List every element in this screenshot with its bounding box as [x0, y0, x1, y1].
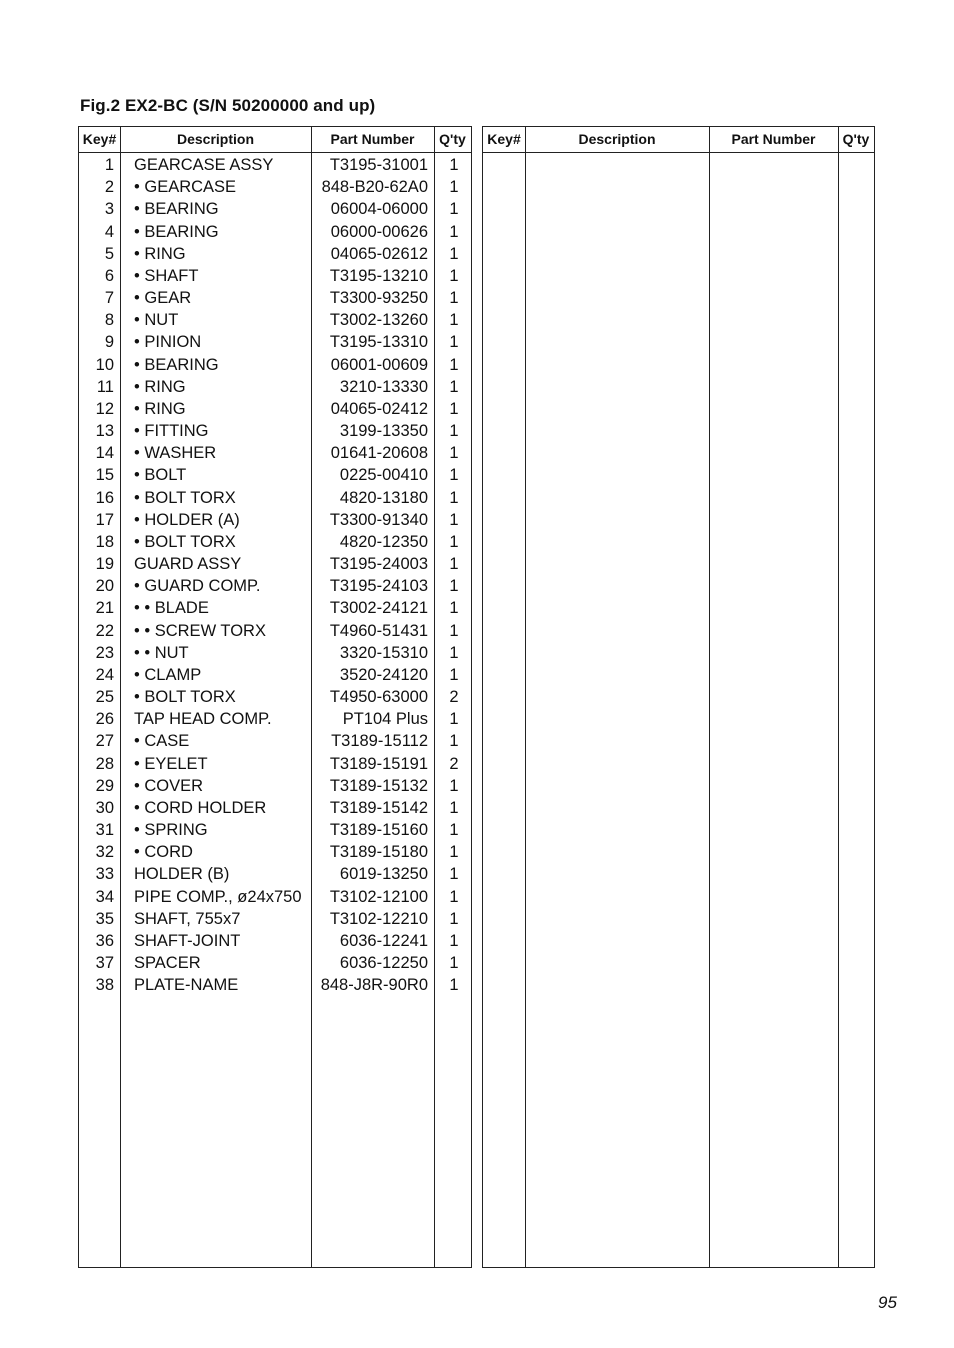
key-cell: 18: [95, 532, 114, 551]
part-number-cell: T3189-15112: [331, 732, 428, 751]
qty-cell: 1: [449, 710, 459, 729]
table-row: [79, 287, 471, 309]
qty-cell: 1: [449, 643, 459, 662]
qty-cell: 1: [449, 244, 459, 263]
description-cell: • BOLT TORX: [134, 688, 236, 707]
qty-cell: 2: [449, 688, 459, 707]
qty-cell: 1: [449, 466, 459, 485]
description-cell: • CASE: [134, 732, 190, 751]
description-cell: • SHAFT: [134, 266, 199, 285]
qty-cell: 1: [449, 599, 459, 618]
key-cell: 24: [95, 665, 114, 684]
key-cell: 35: [95, 909, 114, 928]
table-row: [79, 553, 471, 575]
description-cell: • RING: [134, 399, 186, 418]
table-row: [79, 952, 471, 974]
table-row: [79, 265, 471, 287]
key-cell: 9: [104, 333, 114, 352]
description-cell: • PINION: [134, 333, 202, 352]
part-number-cell: T3195-24003: [329, 555, 428, 574]
description-cell: SHAFT-JOINT: [134, 931, 241, 950]
key-cell: 2: [104, 178, 114, 197]
parts-table-left: [78, 126, 472, 1268]
table-row: [79, 642, 471, 664]
description-cell: • BEARING: [134, 200, 219, 219]
description-cell: • HOLDER (A): [134, 510, 240, 529]
part-number-cell: T3002-13260: [329, 311, 428, 330]
table-row: [79, 597, 471, 619]
header-description: Description: [578, 131, 656, 147]
qty-cell: 1: [449, 931, 459, 950]
part-number-cell: T3189-15180: [329, 843, 428, 862]
description-cell: • GUARD COMP.: [134, 577, 261, 596]
part-number-cell: T3189-15142: [329, 798, 428, 817]
page-number: 95: [878, 1293, 897, 1312]
key-cell: 23: [95, 643, 114, 662]
table-row: [79, 974, 471, 996]
part-number-cell: 6036-12241: [339, 931, 428, 950]
table-row: [79, 908, 471, 930]
key-cell: 16: [95, 488, 114, 507]
qty-cell: 1: [449, 821, 459, 840]
description-cell: • WASHER: [134, 444, 217, 463]
key-cell: 32: [95, 843, 114, 862]
header-key: Key#: [487, 131, 521, 147]
qty-cell: 1: [449, 843, 459, 862]
description-cell: • BEARING: [134, 355, 219, 374]
qty-cell: 1: [449, 377, 459, 396]
key-cell: 1: [104, 156, 114, 174]
qty-cell: 2: [449, 754, 459, 773]
description-cell: • CORD HOLDER: [134, 798, 267, 817]
key-cell: 14: [95, 444, 114, 463]
qty-cell: 1: [449, 954, 459, 973]
part-number-cell: 06001-00609: [330, 355, 428, 374]
table-row: [79, 575, 471, 597]
part-number-cell: T3300-91340: [329, 510, 428, 529]
table-row: [79, 442, 471, 464]
key-cell: 37: [95, 954, 114, 973]
header-divider: [483, 152, 874, 153]
table-row: [79, 775, 471, 797]
table-row: [79, 797, 471, 819]
part-number-cell: 4820-12350: [339, 532, 428, 551]
qty-cell: 1: [449, 399, 459, 418]
description-cell: • COVER: [134, 776, 204, 795]
part-number-cell: T4950-63000: [329, 688, 428, 707]
qty-cell: 1: [449, 732, 459, 751]
part-number-cell: T3195-13310: [329, 333, 428, 352]
description-cell: PLATE-NAME: [134, 976, 239, 995]
table-row: [79, 863, 471, 885]
part-number-cell: 848-B20-62A0: [321, 178, 428, 197]
parts-table-right: [482, 126, 875, 1268]
table-row: [79, 398, 471, 420]
column-divider: [525, 127, 526, 1267]
description-cell: • • BLADE: [134, 599, 209, 618]
description-cell: PIPE COMP., ø24x750: [134, 887, 302, 906]
description-cell: GEARCASE ASSY: [134, 156, 274, 174]
qty-cell: 1: [449, 266, 459, 285]
part-number-cell: T3102-12100: [329, 887, 428, 906]
part-number-cell: T4960-51431: [329, 621, 428, 640]
table-row: [79, 198, 471, 220]
table-row: [79, 841, 471, 863]
table-row: [79, 664, 471, 686]
description-cell: • RING: [134, 244, 186, 263]
part-number-cell: 3520-24120: [339, 665, 428, 684]
table-row: [79, 730, 471, 752]
part-number-cell: 3210-13330: [339, 377, 428, 396]
part-number-cell: T3300-93250: [329, 289, 428, 308]
key-cell: 12: [95, 399, 114, 418]
qty-cell: 1: [449, 355, 459, 374]
description-cell: HOLDER (B): [134, 865, 230, 884]
key-cell: 34: [95, 887, 114, 906]
part-number-cell: 0225-00410: [339, 466, 428, 485]
key-cell: 21: [95, 599, 114, 618]
qty-cell: 1: [449, 665, 459, 684]
qty-cell: 1: [449, 200, 459, 219]
key-cell: 4: [104, 222, 114, 241]
part-number-cell: T3189-15132: [329, 776, 428, 795]
header-part-number: Part Number: [330, 131, 415, 147]
key-cell: 30: [95, 798, 114, 817]
part-number-cell: 01641-20608: [330, 444, 428, 463]
table-row: [79, 487, 471, 509]
part-number-cell: T3195-31001: [329, 156, 428, 174]
qty-cell: 1: [449, 887, 459, 906]
key-cell: 7: [104, 289, 114, 308]
key-cell: 19: [95, 555, 114, 574]
column-divider: [838, 127, 839, 1267]
description-cell: • • SCREW TORX: [134, 621, 266, 640]
table-row: [79, 243, 471, 265]
key-cell: 26: [95, 710, 114, 729]
part-number-cell: 4820-13180: [339, 488, 428, 507]
qty-cell: 1: [449, 222, 459, 241]
key-cell: 28: [95, 754, 114, 773]
qty-cell: 1: [449, 333, 459, 352]
table-row: [79, 753, 471, 775]
qty-cell: 1: [449, 488, 459, 507]
description-cell: • • NUT: [134, 643, 189, 662]
header-description: Description: [176, 131, 254, 147]
part-number-cell: PT104 Plus: [342, 710, 428, 729]
description-cell: • FITTING: [134, 422, 209, 441]
table-row: [79, 464, 471, 486]
description-cell: • CORD: [134, 843, 193, 862]
header-key: Key#: [82, 131, 117, 147]
column-divider: [709, 127, 710, 1267]
qty-cell: 1: [449, 422, 459, 441]
qty-cell: 1: [449, 555, 459, 574]
part-number-cell: T3102-12210: [329, 909, 428, 928]
table-row: [79, 930, 471, 952]
table-row: [79, 819, 471, 841]
qty-cell: 1: [449, 532, 459, 551]
qty-cell: 1: [449, 976, 459, 995]
qty-cell: 1: [449, 289, 459, 308]
qty-cell: 1: [449, 156, 459, 174]
table-row: [79, 686, 471, 708]
key-cell: 36: [95, 931, 114, 950]
key-cell: 29: [95, 776, 114, 795]
table-row: [79, 221, 471, 243]
part-number-cell: T3002-24121: [329, 599, 428, 618]
qty-cell: 1: [449, 776, 459, 795]
key-cell: 38: [95, 976, 114, 995]
key-cell: 3: [104, 200, 114, 219]
part-number-cell: 6036-12250: [339, 954, 428, 973]
key-cell: 33: [95, 865, 114, 884]
part-number-cell: 06000-00626: [330, 222, 428, 241]
description-cell: • NUT: [134, 311, 179, 330]
key-cell: 8: [104, 311, 114, 330]
qty-cell: 1: [449, 178, 459, 197]
description-cell: • CLAMP: [134, 665, 202, 684]
description-cell: • BEARING: [134, 222, 219, 241]
qty-cell: 1: [449, 909, 459, 928]
qty-cell: 1: [449, 865, 459, 884]
description-cell: GUARD ASSY: [134, 555, 242, 574]
key-cell: 5: [104, 244, 114, 263]
key-cell: 10: [95, 355, 114, 374]
qty-cell: 1: [449, 621, 459, 640]
table-row: [79, 309, 471, 331]
qty-cell: 1: [449, 311, 459, 330]
key-cell: 15: [95, 466, 114, 485]
qty-cell: 1: [449, 798, 459, 817]
header-qty: Q'ty: [439, 131, 466, 147]
key-cell: 27: [95, 732, 114, 751]
header-qty: Q'ty: [842, 131, 870, 147]
qty-cell: 1: [449, 444, 459, 463]
description-cell: • EYELET: [134, 754, 208, 773]
table-row: [79, 176, 471, 198]
header-divider: [79, 152, 471, 153]
description-cell: • SPRING: [134, 821, 208, 840]
table-row: [79, 376, 471, 398]
description-cell: • BOLT: [134, 466, 187, 485]
description-cell: TAP HEAD COMP.: [134, 710, 272, 729]
table-row: [79, 509, 471, 531]
key-cell: 31: [95, 821, 114, 840]
key-cell: 20: [95, 577, 114, 596]
table-row: [79, 154, 471, 176]
description-cell: SPACER: [134, 954, 201, 973]
part-number-cell: T3189-15191: [329, 754, 428, 773]
header-part-number: Part Number: [731, 131, 816, 147]
qty-cell: 1: [449, 577, 459, 596]
description-cell: • GEARCASE: [134, 178, 237, 197]
description-cell: • RING: [134, 377, 186, 396]
key-cell: 11: [96, 377, 114, 396]
part-number-cell: 3199-13350: [339, 422, 428, 441]
key-cell: 17: [95, 510, 114, 529]
table-row: [79, 331, 471, 353]
key-cell: 6: [104, 266, 114, 285]
key-cell: 25: [95, 688, 114, 707]
key-cell: 13: [95, 422, 114, 441]
part-number-cell: T3189-15160: [329, 821, 428, 840]
part-number-cell: 04065-02412: [330, 399, 428, 418]
table-row: [79, 531, 471, 553]
description-cell: • BOLT TORX: [134, 532, 236, 551]
table-row: [79, 620, 471, 642]
part-number-cell: 06004-06000: [330, 200, 428, 219]
description-cell: • GEAR: [134, 289, 192, 308]
part-number-cell: 848-J8R-90R0: [320, 976, 428, 995]
key-cell: 22: [95, 621, 114, 640]
qty-cell: 1: [449, 510, 459, 529]
part-number-cell: 04065-02612: [330, 244, 428, 263]
table-row: [79, 886, 471, 908]
description-cell: SHAFT, 755x7: [134, 909, 241, 928]
table-row: [79, 354, 471, 376]
part-number-cell: 6019-13250: [339, 865, 428, 884]
part-number-cell: T3195-13210: [329, 266, 428, 285]
part-number-cell: 3320-15310: [339, 643, 428, 662]
part-number-cell: T3195-24103: [329, 577, 428, 596]
table-row: [79, 708, 471, 730]
page-title: Fig.2 EX2-BC (S/N 50200000 and up): [80, 96, 376, 115]
description-cell: • BOLT TORX: [134, 488, 236, 507]
table-row: [79, 420, 471, 442]
